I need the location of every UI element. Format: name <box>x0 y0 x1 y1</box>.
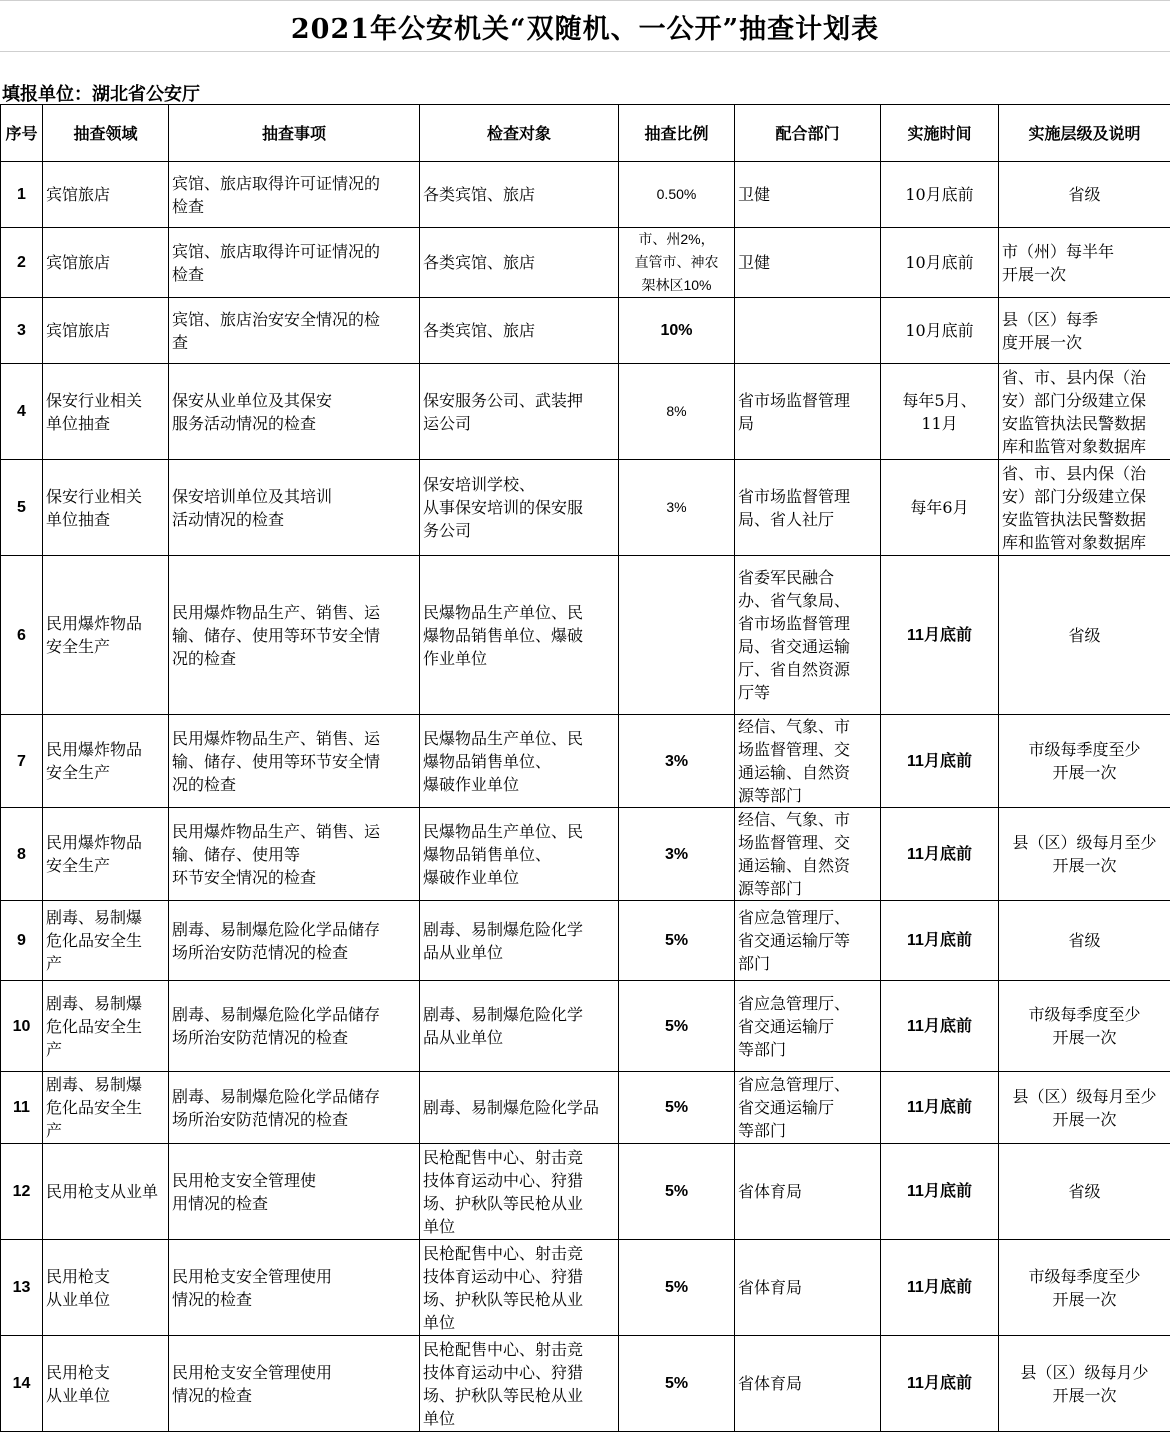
domain-cell: 民用爆炸物品 安全生产 <box>43 556 169 715</box>
col-header-time: 实施时间 <box>881 105 999 162</box>
col-header-dept: 配合部门 <box>735 105 881 162</box>
time-cell: 11月底前 <box>881 901 999 981</box>
ratio-cell: 10% <box>619 298 735 364</box>
row-number: 8 <box>1 808 43 901</box>
page-title: 2021年公安机关“双随机、一公开”抽查计划表 <box>0 0 1170 52</box>
ratio-cell: 5% <box>619 1144 735 1240</box>
target-cell: 民爆物品生产单位、民 爆物品销售单位、 爆破作业单位 <box>420 715 619 808</box>
domain-cell: 民用枪支 从业单位 <box>43 1240 169 1336</box>
row-number: 10 <box>1 981 43 1072</box>
item-cell: 宾馆、旅店治安安全情况的检 查 <box>169 298 420 364</box>
target-cell: 剧毒、易制爆危险化学 品从业单位 <box>420 901 619 981</box>
item-cell: 民用爆炸物品生产、销售、运 输、储存、使用等环节安全情 况的检查 <box>169 715 420 808</box>
table-row <box>1 162 1170 228</box>
table-row <box>1 1072 1170 1144</box>
target-cell: 民枪配售中心、射击竞 技体育运动中心、狩猎 场、护秋队等民枪从业 单位 <box>420 1240 619 1336</box>
domain-cell: 剧毒、易制爆 危化品安全生 产 <box>43 981 169 1072</box>
item-cell: 民用枪支安全管理使用 情况的检查 <box>169 1240 420 1336</box>
row-number: 13 <box>1 1240 43 1336</box>
table-row <box>1 715 1170 808</box>
level-cell: 市（州）每半年 开展一次 <box>999 228 1170 298</box>
domain-cell: 宾馆旅店 <box>43 162 169 228</box>
ratio-cell: 5% <box>619 901 735 981</box>
time-cell: 11月底前 <box>881 808 999 901</box>
col-header-no: 序号 <box>1 105 43 162</box>
dept-cell: 省应急管理厅、 省交通运输厅 等部门 <box>735 1072 881 1144</box>
target-cell: 保安服务公司、武装押 运公司 <box>420 364 619 460</box>
time-cell: 11月底前 <box>881 1072 999 1144</box>
domain-cell: 民用爆炸物品 安全生产 <box>43 808 169 901</box>
level-cell: 省级 <box>999 1144 1170 1240</box>
domain-cell: 保安行业相关 单位抽查 <box>43 364 169 460</box>
table-row <box>1 1336 1170 1432</box>
time-cell: 10月底前 <box>881 298 999 364</box>
dept-cell: 省体育局 <box>735 1144 881 1240</box>
target-cell: 民爆物品生产单位、民 爆物品销售单位、爆破 作业单位 <box>420 556 619 715</box>
level-cell: 省、市、县内保（治 安）部门分级建立保 安监管执法民警数据 库和监管对象数据库 <box>999 460 1170 556</box>
col-header-target: 检查对象 <box>420 105 619 162</box>
item-cell: 剧毒、易制爆危险化学品储存 场所治安防范情况的检查 <box>169 1072 420 1144</box>
domain-cell: 宾馆旅店 <box>43 228 169 298</box>
item-cell: 剧毒、易制爆危险化学品储存 场所治安防范情况的检查 <box>169 901 420 981</box>
domain-cell: 民用枪支 从业单位 <box>43 1336 169 1432</box>
row-number: 3 <box>1 298 43 364</box>
col-header-domain: 抽查领域 <box>43 105 169 162</box>
domain-cell: 民用枪支从业单 <box>43 1144 169 1240</box>
ratio-cell: 0.50% <box>619 162 735 228</box>
table-row <box>1 1240 1170 1336</box>
ratio-cell: 3% <box>619 715 735 808</box>
row-number: 2 <box>1 228 43 298</box>
level-cell: 省级 <box>999 901 1170 981</box>
ratio-cell: 5% <box>619 981 735 1072</box>
dept-cell: 省市场监督管理 局、省人社厅 <box>735 460 881 556</box>
item-cell: 宾馆、旅店取得许可证情况的 检查 <box>169 228 420 298</box>
row-number: 1 <box>1 162 43 228</box>
table-row <box>1 981 1170 1072</box>
dept-cell: 卫健 <box>735 228 881 298</box>
col-header-item: 抽查事项 <box>169 105 420 162</box>
row-number: 14 <box>1 1336 43 1432</box>
dept-cell: 省应急管理厅、 省交通运输厅 等部门 <box>735 981 881 1072</box>
ratio-cell: 8% <box>619 364 735 460</box>
level-cell: 省、市、县内保（治 安）部门分级建立保 安监管执法民警数据 库和监管对象数据库 <box>999 364 1170 460</box>
inspection-plan-table <box>0 104 1170 1432</box>
table-row <box>1 460 1170 556</box>
target-cell: 民枪配售中心、射击竞 技体育运动中心、狩猎 场、护秋队等民枪从业 单位 <box>420 1336 619 1432</box>
ratio-cell: 5% <box>619 1072 735 1144</box>
domain-cell: 宾馆旅店 <box>43 298 169 364</box>
target-cell: 保安培训学校、 从事保安培训的保安服 务公司 <box>420 460 619 556</box>
dept-cell: 省市场监督管理 局 <box>735 364 881 460</box>
level-cell: 省级 <box>999 162 1170 228</box>
level-cell: 省级 <box>999 556 1170 715</box>
level-cell: 县（区）级每月少 开展一次 <box>999 1336 1170 1432</box>
table-row <box>1 364 1170 460</box>
item-cell: 保安从业单位及其保安 服务活动情况的检查 <box>169 364 420 460</box>
table-row <box>1 298 1170 364</box>
table-row <box>1 808 1170 901</box>
item-cell: 保安培训单位及其培训 活动情况的检查 <box>169 460 420 556</box>
time-cell: 10月底前 <box>881 228 999 298</box>
header-row <box>1 105 1170 162</box>
target-cell: 各类宾馆、旅店 <box>420 228 619 298</box>
ratio-cell: 3% <box>619 808 735 901</box>
target-cell: 剧毒、易制爆危险化学 品从业单位 <box>420 981 619 1072</box>
row-number: 6 <box>1 556 43 715</box>
row-number: 12 <box>1 1144 43 1240</box>
time-cell: 11月底前 <box>881 1240 999 1336</box>
table-row <box>1 556 1170 715</box>
dept-cell: 经信、气象、市 场监督管理、交 通运输、自然资 源等部门 <box>735 808 881 901</box>
dept-cell: 卫健 <box>735 162 881 228</box>
row-number: 7 <box>1 715 43 808</box>
level-cell: 县（区）级每月至少 开展一次 <box>999 808 1170 901</box>
table-row <box>1 228 1170 298</box>
target-cell: 民枪配售中心、射击竞 技体育运动中心、狩猎 场、护秋队等民枪从业 单位 <box>420 1144 619 1240</box>
time-cell: 每年6月 <box>881 460 999 556</box>
target-cell: 各类宾馆、旅店 <box>420 298 619 364</box>
col-header-ratio: 抽查比例 <box>619 105 735 162</box>
dept-cell: 省体育局 <box>735 1240 881 1336</box>
ratio-cell: 5% <box>619 1336 735 1432</box>
row-number: 9 <box>1 901 43 981</box>
dept-cell: 省体育局 <box>735 1336 881 1432</box>
table-row <box>1 901 1170 981</box>
time-cell: 11月底前 <box>881 715 999 808</box>
dept-cell: 省应急管理厅、 省交通运输厅等 部门 <box>735 901 881 981</box>
target-cell: 各类宾馆、旅店 <box>420 162 619 228</box>
reporting-unit: 填报单位：湖北省公安厅 <box>2 80 200 106</box>
target-cell: 民爆物品生产单位、民 爆物品销售单位、 爆破作业单位 <box>420 808 619 901</box>
table-row <box>1 1144 1170 1240</box>
domain-cell: 剧毒、易制爆 危化品安全生 产 <box>43 1072 169 1144</box>
row-number: 11 <box>1 1072 43 1144</box>
item-cell: 民用爆炸物品生产、销售、运 输、储存、使用等 环节安全情况的检查 <box>169 808 420 901</box>
level-cell: 县（区）级每月至少 开展一次 <box>999 1072 1170 1144</box>
item-cell: 民用爆炸物品生产、销售、运 输、储存、使用等环节安全情 况的检查 <box>169 556 420 715</box>
level-cell: 市级每季度至少 开展一次 <box>999 981 1170 1072</box>
dept-cell: 经信、气象、市 场监督管理、交 通运输、自然资 源等部门 <box>735 715 881 808</box>
time-cell: 10月底前 <box>881 162 999 228</box>
dept-cell <box>735 298 881 364</box>
ratio-cell <box>619 556 735 715</box>
time-cell: 11月底前 <box>881 981 999 1072</box>
item-cell: 民用枪支安全管理使用 情况的检查 <box>169 1336 420 1432</box>
item-cell: 民用枪支安全管理使 用情况的检查 <box>169 1144 420 1240</box>
ratio-cell: 3% <box>619 460 735 556</box>
target-cell: 剧毒、易制爆危险化学品 <box>420 1072 619 1144</box>
domain-cell: 民用爆炸物品 安全生产 <box>43 715 169 808</box>
dept-cell: 省委军民融合 办、省气象局、 省市场监督管理 局、省交通运输 厅、省自然资源 厅等 <box>735 556 881 715</box>
ratio-cell: 市、州2%， 直管市、神农 架林区10% <box>619 228 735 298</box>
col-header-level: 实施层级及说明 <box>999 105 1170 162</box>
level-cell: 县（区）每季 度开展一次 <box>999 298 1170 364</box>
item-cell: 剧毒、易制爆危险化学品储存 场所治安防范情况的检查 <box>169 981 420 1072</box>
time-cell: 每年5月、 11月 <box>881 364 999 460</box>
ratio-cell: 5% <box>619 1240 735 1336</box>
domain-cell: 剧毒、易制爆 危化品安全生 产 <box>43 901 169 981</box>
level-cell: 市级每季度至少 开展一次 <box>999 715 1170 808</box>
time-cell: 11月底前 <box>881 556 999 715</box>
domain-cell: 保安行业相关 单位抽查 <box>43 460 169 556</box>
row-number: 5 <box>1 460 43 556</box>
time-cell: 11月底前 <box>881 1144 999 1240</box>
time-cell: 11月底前 <box>881 1336 999 1432</box>
item-cell: 宾馆、旅店取得许可证情况的 检查 <box>169 162 420 228</box>
level-cell: 市级每季度至少 开展一次 <box>999 1240 1170 1336</box>
row-number: 4 <box>1 364 43 460</box>
